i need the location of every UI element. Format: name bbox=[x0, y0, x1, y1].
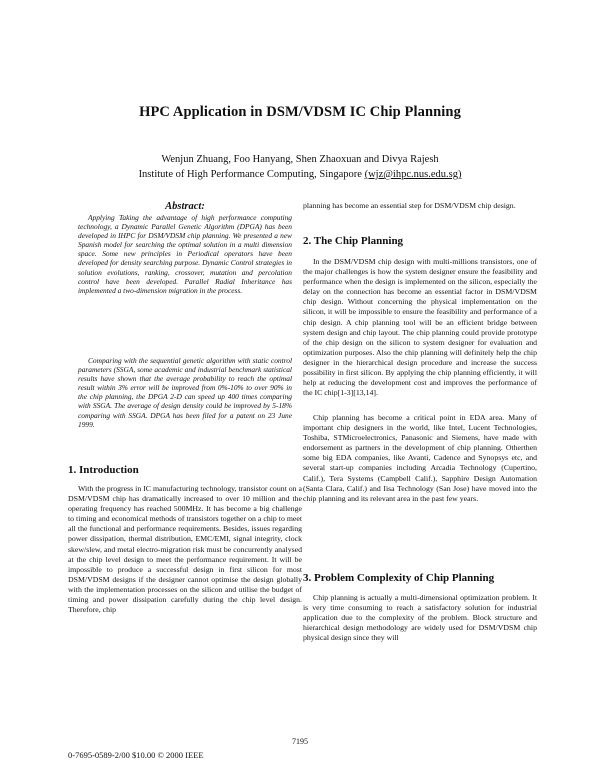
abstract-paragraph-2: Comparing with the sequential genetic algorithm with static control parameters (SSGA, some academic and industrial benchmark statistical results have shown that the average probability to reach the optimal result within 3% error will be improved from 0%-10% to over 90% in the chip planning, the DPGA 2-D can speed up 400 times comparing with SSGA. The average of design density could be improved by 5-18% comparing with SSGA. DPGA has been filed for a patent on 23 June 1999. bbox=[78, 356, 292, 429]
chip-planning-paragraph-1: In the DSM/VDSM chip design with multi-millions transistors, one of the major challenges is how the system designer ensure the feasibility and performance when the design is implemented on the silicon, especially the delay on the connection has become an essential factor in DSM/VDSM chip design. Without concerning the physical implementation on the silicon, it will be impossible to ensure the feasibility and performance of a chip design. A chip planning tool will be an efficient bridge between system design and chip layout. The chip planning could provide prototype of the chip design on the silicon to system designer for evaluation and optimization purposes. Also the chip planning will definitely help the chip designer in the hierarchical design procedure and increase the success possibility in first silicon. By applying the chip planning efficiently, it will help at reducing the development cost and improves the performance of the IC chip[1-3][13,14]. bbox=[303, 257, 537, 398]
abstract-heading: Abstract: bbox=[165, 201, 205, 212]
page-number: 7195 bbox=[292, 737, 308, 746]
problem-complexity-paragraph: Chip planning is actually a multi-dimensional optimization problem. It is very time consuming to reach a satisfactory solution for industrial application due to the complexity of the problem. Block structure and hierarchical design methodology are widely used for DSM/VDSM chip physical design since they will bbox=[303, 593, 537, 643]
abstract-paragraph-1: Applying Taking the advantage of high performance computing technology, a Dynamic Parallel Genetic Algorithm (DPGA) has been developed in IHPC for DSM/VDSM chip planning. We presented a new Spanish model for searching the optimal solution in a multi dimension space. Some new principles in Periodical operators have been developed for density searching purpose. Dynamic Control strategies in solution evolutions, ranking, crossover, mutation and percolation control have been developed. Parallel Radial Inheritance has implemented a two-dimension migration in the process. bbox=[78, 213, 292, 295]
section-heading-problem-complexity: 3. Problem Complexity of Chip Planning bbox=[303, 572, 495, 584]
chip-planning-paragraph-2: Chip planning has become a critical point in EDA area. Many of important chip designers in the world, like Intel, Lucent Technologies, Toshiba, STMicroelectronics, Panasonic and Siemens, have made with endorsement as partners in the development of chip planning. Otherthen some big EDA companies, like Avanti, Cadence and Synopsys etc, and several start-up companies including Arcadia Technology (Cupertino, Calif.), Tera Systems (Campbell Calif.), Sapphire Design Automation (Santa Clara, Calif.) and Iisa Technology (San Jose) have moved into the chip planning and its relevant area in the past few years. bbox=[303, 413, 537, 503]
section-heading-chip-planning: 2. The Chip Planning bbox=[303, 235, 404, 247]
author-email[interactable]: (wjz@ihpc.nus.edu.sg) bbox=[364, 169, 462, 180]
introduction-paragraph: With the progress in IC manufacturing technology, transistor count on a DSM/VDSM chip has dramatically increased to over 10 million and the operating frequency has reached 500MHz. It has become a big challenge to timing and economical methods of transistors together on a chip to meet all the functional and performance requirements. Besides, issues regarding power dissipation, thermal distribution, EMC/EMI, signal integrity, clock skew/slew, and metal electro-migration risk must be concurrently analysed at the chip level design to meet the performance requirement. It will be impossible to produce a successful design in first silicon for most DSM/VDSM designs if the designer cannot optimise the design globally with the implementation processes on the silicon and utilise the budget of timing and power dissipation carefully during the chip level design. Therefore, chip bbox=[68, 484, 302, 615]
affiliation: Institute of High Performance Computing, Singapore bbox=[138, 169, 362, 180]
paper-title: HPC Application in DSM/VDSM IC Chip Planning bbox=[139, 104, 461, 120]
author-names: Wenjun Zhuang, Foo Hanyang, Shen Zhaoxuan and Divya Rajesh bbox=[161, 154, 439, 165]
introduction-continuation: planning has become an essential step for DSM/VDSM chip design. bbox=[303, 201, 516, 210]
author-block bbox=[0, 152, 600, 182]
section-heading-introduction: 1. Introduction bbox=[68, 464, 139, 476]
affiliation-line bbox=[0, 167, 600, 182]
copyright-footer: 0-7695-0589-2/00 $10.00 © 2000 IEEE bbox=[68, 750, 204, 760]
